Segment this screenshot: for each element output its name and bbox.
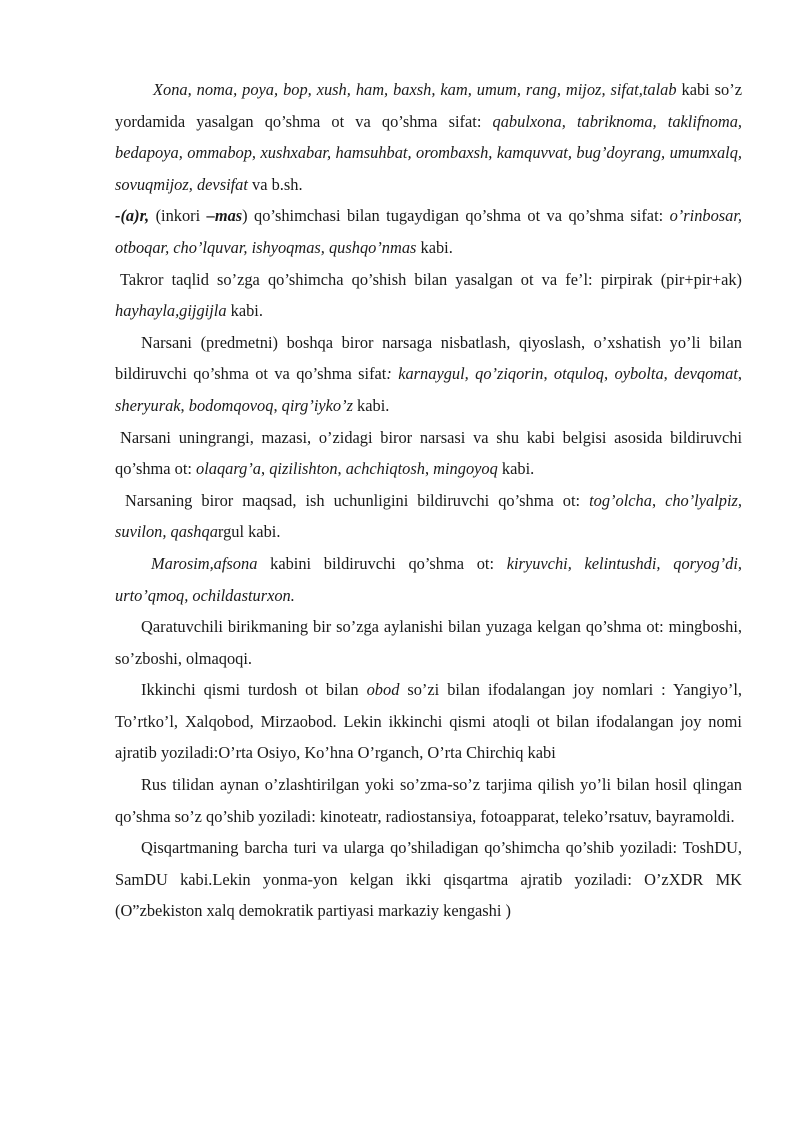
text-run: Qaratuvchili birikmaning bir so’zga aylanishi bilan yuzaga kelgan qo’shma ot: mingboshi, so’zboshi, olmaqoqi. <box>115 617 742 668</box>
text-run: devqomat <box>674 364 738 384</box>
text-run: -(a)r, <box>115 206 150 226</box>
paragraph-ceremony-compounds <box>115 548 742 611</box>
paragraph-abbreviations <box>115 832 742 927</box>
paragraph-ar-mas-suffix <box>115 200 742 263</box>
text-run: ) qo’shimchasi bilan tugaydigan qo’shma ot va qo’shma sifat: <box>242 206 670 226</box>
paragraph-color-taste-compounds <box>115 422 742 485</box>
text-run: cho’lyalpiz, suvilon, qashqa <box>115 490 742 542</box>
text-run: so’zi bilan ifodalangan joy nomlari : Yangiyo’l, To’rtko’l, Xalqobod, Mirzaobod. Lekin ikkinchi qismi atoqli ot bilan ifodalangan joy nomi ajratib yoziladi:O’rta Osiyo, Ko’hna O’rganch, O’rta Chirchiq kabi <box>115 680 742 763</box>
text-run: kabini bildiruvchi qo’shma ot: <box>257 553 507 573</box>
text-run: kabi. <box>416 237 453 257</box>
text-run: , <box>337 459 346 479</box>
text-run: Qisqartmaning barcha turi va ularga qo’shiladigan qo’shimcha qo’shib yoziladi: ToshDU, SamDU kabi.Lekin yonma-yon kelgan ikki qisqartma ajratib yoziladi: O’zXDR MK (O”zbekiston xalq demokratik partiyasi markaziy kengashi ) <box>115 838 742 921</box>
text-run: , <box>424 459 434 479</box>
text-run: Takror taqlid so’zga qo’shimcha qo’shish bilan yasalgan ot va fe’l: pirpirak (pir+pir+ak) <box>120 269 742 289</box>
text-run: sheryurak <box>115 395 181 415</box>
text-run: , <box>273 395 282 415</box>
text-run: kabi. <box>352 395 390 415</box>
text-run: va b.sh. <box>247 174 303 194</box>
text-run: kabi so’z yordamida yasalgan qo’shma ot va qo’shma sifat: <box>115 80 742 131</box>
paragraph-russian-borrowings <box>115 769 742 832</box>
text-run: obod <box>366 680 400 700</box>
text-run: bodomqovoq <box>188 395 274 415</box>
text-run: Xona, noma, poya, bop, xush, ham, baxsh, kam, umum, rang, mijoz, sifat,talab <box>153 80 677 99</box>
text-run: olaqarg’a <box>196 459 262 479</box>
paragraph-reduplication <box>115 264 742 327</box>
paragraph-place-names <box>115 674 742 769</box>
text-run: o’rinbosar, otboqar, cho’lquvar, ishyoqmas, qushqo’nmas <box>115 206 743 257</box>
paragraph-possessive-phrase <box>115 611 742 674</box>
text-run: –mas <box>206 206 243 226</box>
text-run: Narsani (predmetni) boshqa biror narsaga nisbatlash, qiyoslash, o’xshatish yo’li bilan bildiruvchi qo’shma ot va qo’shma sifat <box>115 332 742 384</box>
text-run: : karnaygul, qo’ziqorin <box>386 364 544 384</box>
text-run: , <box>651 490 666 510</box>
text-run: , <box>663 364 675 384</box>
text-run: otquloq <box>553 364 605 384</box>
text-run: Rus tilidan aynan o’zlashtirilgan yoki so’zma-so’z tarjima qilish yo’li bilan hosil qlingan qo’shma so’z qo’shib yoziladi: kinoteatr, radiostansiya, fotoapparat, teleko’rsatuv, bayramoldi. <box>115 775 742 826</box>
text-run: , <box>543 364 554 384</box>
text-run: Ikkinchi qismi turdosh ot bilan <box>141 680 367 700</box>
text-run: oybolta <box>614 364 664 384</box>
text-run: , <box>737 364 742 384</box>
document-page <box>115 74 742 927</box>
text-run: kabi. <box>497 459 535 479</box>
paragraph-comparison-compounds <box>115 327 742 422</box>
text-run: achchiqtosh <box>345 459 425 479</box>
text-run: qabulxona, tabriknoma, taklifnoma, bedapoya, ommabop, xushxabar, hamsuhbat, orombaxsh, kamquvvat, bug’doyrang, umumxalq, sovuqmijoz, devsifat <box>115 111 742 194</box>
paragraph-purpose-compounds <box>115 485 742 548</box>
text-run: kabi. <box>226 301 263 321</box>
text-run: , <box>180 395 189 415</box>
text-run: rgul kabi. <box>217 522 281 542</box>
text-run: Narsaning biror maqsad, ish uchunligini bildiruvchi qo’shma ot: <box>125 490 590 510</box>
paragraph-compound-suffix-words <box>115 74 742 200</box>
text-run: qizilishton <box>269 459 338 479</box>
text-run: hayhayla,gijgijla <box>115 301 227 321</box>
text-run: (inkori <box>149 206 207 226</box>
text-run: Narsani uningrangi, mazasi, o’zidagi biror narsasi va shu kabi belgisi asosida bildiruvchi qo’shma ot: <box>115 427 742 479</box>
text-run: Marosim,afsona <box>151 553 258 573</box>
text-run: , <box>604 364 615 384</box>
text-run: kiryuvchi, kelintushdi, qoryog’di, urto’qmoq, ochildasturxon. <box>115 553 742 605</box>
text-run: mingoyoq <box>433 459 498 479</box>
text-run: qirg’iyko’z <box>281 395 353 415</box>
text-run: tog’olcha <box>589 490 652 510</box>
text-run: , <box>261 459 270 479</box>
